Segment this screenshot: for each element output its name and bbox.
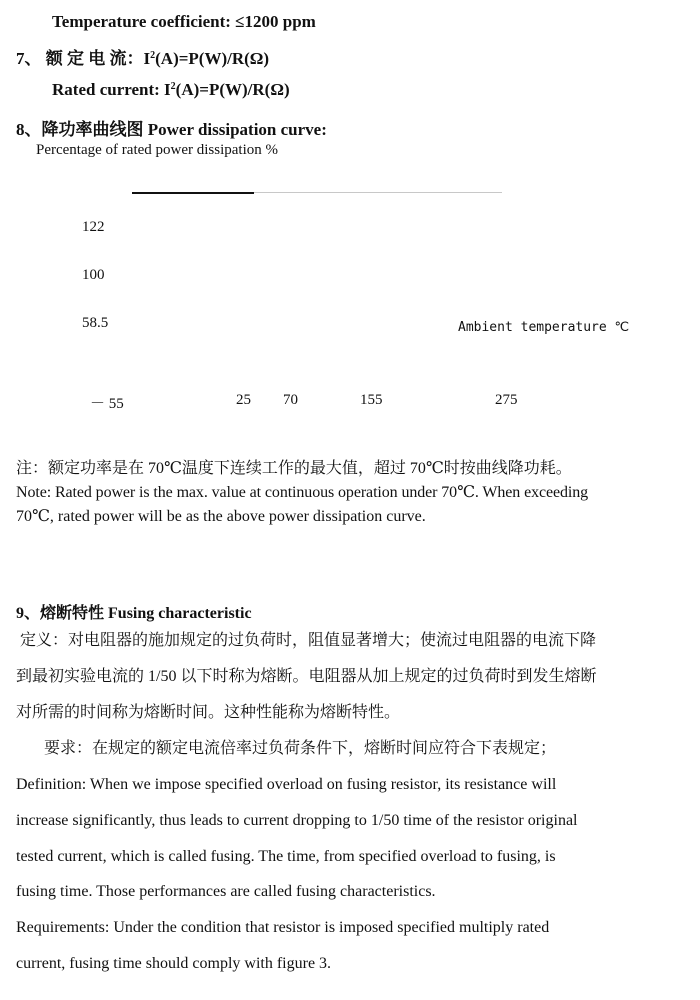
x-tick-label: 25 (236, 392, 251, 408)
section-9-heading (16, 600, 252, 623)
note-cn: 注：额定功率是在 70℃温度下连续工作的最大值，超过 70℃时按曲线降功耗。 (16, 460, 572, 477)
rated-current-label: Rated current: (52, 80, 165, 99)
section-8-heading-en: Power dissipation curve: (143, 120, 327, 139)
requirements-cn: 要求：在规定的额定电流倍率过负荷条件下，熔断时间应符合下表规定； (44, 740, 557, 757)
section-9-heading-en: Fusing characteristic (104, 605, 252, 622)
formula-rest: (A)=P(W)/R(Ω) (155, 49, 270, 68)
requirements-en-line-1: Requirements: Under the condition that resistor is imposed specified multiply rated (16, 919, 550, 936)
x-tick-label: － 55 (90, 396, 124, 412)
curve-top-segment (132, 192, 254, 194)
rated-current-line (52, 80, 290, 100)
definition-cn-line-2: 到最初实验电流的 1/50 以下时称为熔断。电阻器从加上规定的过负荷时到发生熔断 (16, 668, 597, 685)
definition-en-line-4: fusing time. Those performances are called fusing characteristics. (16, 883, 436, 900)
definition-cn-line-3: 对所需的时间称为熔断时间。这种性能称为熔断特性。 (16, 704, 401, 721)
x-tick-label: 155 (360, 392, 383, 408)
curve-faint-segment (254, 192, 502, 193)
requirements-en-line-2: current, fusing time should comply with figure 3. (16, 955, 332, 972)
chart-y-label: Percentage of rated power dissipation % (36, 142, 278, 158)
x-tick-label: 70 (283, 392, 298, 408)
y-tick-label: 122 (82, 219, 105, 235)
note-en-line-1: Note: Rated power is the max. value at continuous operation under 70℃. When exceeding (16, 484, 589, 501)
note-en-line-2: 70℃, rated power will be as the above power dissipation curve. (16, 508, 426, 525)
formula-sup: 2 (150, 50, 156, 61)
chart-x-label: Ambient temperature ℃ (458, 320, 630, 335)
rated-formula-rest: (A)=P(W)/R(Ω) (175, 80, 290, 99)
section-9-num: 9、 (16, 605, 41, 622)
section-8-num: 8、 (16, 120, 42, 139)
definition-cn-line-1: 定义：对电阻器的施加规定的过负荷时，阻值显著增大；使流过电阻器的电流下降 (20, 632, 597, 649)
section-9-heading-cn: 熔断特性 (40, 605, 105, 622)
formula-base: I (143, 49, 151, 68)
temperature-coefficient: Temperature coefficient: ≤1200 ppm (52, 12, 316, 31)
definition-en-line-1: Definition: When we impose specified overload on fusing resistor, its resistance will (16, 776, 557, 793)
definition-en-line-3: tested current, which is called fusing. The time, from specified overload to fusing, is (16, 848, 556, 865)
rated-formula-base: I (164, 80, 171, 99)
y-tick-label: 100 (82, 267, 105, 283)
definition-en-line-2: increase significantly, thus leads to current dropping to 1/50 time of the resistor original (16, 812, 578, 829)
section-7-heading (16, 44, 269, 69)
section-8-heading-cn: 降功率曲线图 (41, 120, 144, 139)
y-tick-label: 58.5 (82, 315, 109, 331)
section-8-heading (16, 115, 327, 140)
rated-formula-sup: 2 (170, 81, 176, 92)
x-tick-label: 275 (495, 392, 518, 408)
section-7-heading-cn: 7、 额 定 电 流： (16, 49, 144, 68)
